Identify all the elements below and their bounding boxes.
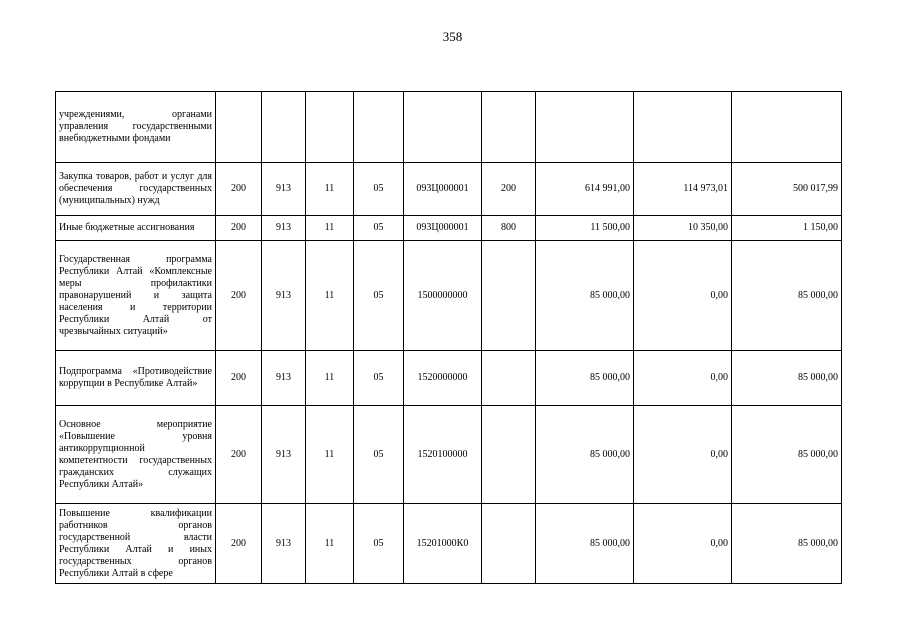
table-body (56, 92, 842, 584)
cell-amount-3: 500 017,99 (732, 163, 842, 216)
cell-target-article: 15201000К0 (404, 504, 482, 584)
cell-code-1: 200 (216, 216, 262, 241)
cell-expense-type (482, 241, 536, 351)
cell-amount-3: 85 000,00 (732, 504, 842, 584)
cell-code-2: 913 (262, 504, 306, 584)
cell-amount-1: 614 991,00 (536, 163, 634, 216)
cell-expense-type (482, 504, 536, 584)
cell-subsection (354, 92, 404, 163)
cell-subsection: 05 (354, 216, 404, 241)
cell-name: учреждениями, органами управления государственными внебюджетными фондами (56, 92, 216, 163)
cell-amount-2: 0,00 (634, 406, 732, 504)
cell-code-1: 200 (216, 241, 262, 351)
cell-code-1: 200 (216, 351, 262, 406)
cell-section: 11 (306, 351, 354, 406)
cell-section: 11 (306, 216, 354, 241)
cell-amount-3 (732, 92, 842, 163)
cell-code-1: 200 (216, 504, 262, 584)
cell-target-article: 1500000000 (404, 241, 482, 351)
cell-amount-1 (536, 92, 634, 163)
cell-amount-2: 0,00 (634, 504, 732, 584)
cell-amount-2: 114 973,01 (634, 163, 732, 216)
cell-name: Основное мероприятие «Повышение уровня антикоррупционной компетентности государственных гражданских служащих Республики Алтай» (56, 406, 216, 504)
cell-code-2: 913 (262, 216, 306, 241)
cell-name: Закупка товаров, работ и услуг для обеспечения государственных (муниципальных) нужд (56, 163, 216, 216)
cell-expense-type (482, 92, 536, 163)
cell-amount-1: 85 000,00 (536, 241, 634, 351)
cell-section (306, 92, 354, 163)
cell-code-1: 200 (216, 163, 262, 216)
cell-amount-3: 85 000,00 (732, 241, 842, 351)
cell-code-2: 913 (262, 406, 306, 504)
cell-section: 11 (306, 241, 354, 351)
cell-subsection: 05 (354, 504, 404, 584)
cell-amount-2 (634, 92, 732, 163)
cell-code-1 (216, 92, 262, 163)
cell-code-2: 913 (262, 241, 306, 351)
cell-subsection: 05 (354, 241, 404, 351)
cell-expense-type (482, 351, 536, 406)
table-row (56, 92, 842, 163)
cell-target-article: 093Ц000001 (404, 216, 482, 241)
table-row (56, 216, 842, 241)
table-row (56, 504, 842, 584)
cell-target-article: 093Ц000001 (404, 163, 482, 216)
cell-subsection: 05 (354, 163, 404, 216)
cell-code-1: 200 (216, 406, 262, 504)
table-row (56, 406, 842, 504)
cell-name: Иные бюджетные ассигнования (56, 216, 216, 241)
cell-expense-type: 200 (482, 163, 536, 216)
cell-amount-3: 85 000,00 (732, 351, 842, 406)
cell-name: Повышение квалификации работников органов государственной власти Республики Алтай и иных государственных органов Республики Алтай в сфере (56, 504, 216, 584)
cell-name: Подпрограмма «Противодействие коррупции в Республике Алтай» (56, 351, 216, 406)
cell-subsection: 05 (354, 351, 404, 406)
cell-amount-1: 11 500,00 (536, 216, 634, 241)
table-row (56, 351, 842, 406)
cell-target-article: 1520100000 (404, 406, 482, 504)
cell-target-article (404, 92, 482, 163)
cell-expense-type (482, 406, 536, 504)
cell-code-2: 913 (262, 163, 306, 216)
table-row (56, 241, 842, 351)
cell-amount-1: 85 000,00 (536, 406, 634, 504)
cell-amount-1: 85 000,00 (536, 504, 634, 584)
cell-target-article: 1520000000 (404, 351, 482, 406)
cell-amount-3: 85 000,00 (732, 406, 842, 504)
cell-code-2 (262, 92, 306, 163)
cell-amount-3: 1 150,00 (732, 216, 842, 241)
cell-amount-2: 0,00 (634, 241, 732, 351)
cell-code-2: 913 (262, 351, 306, 406)
cell-amount-2: 10 350,00 (634, 216, 732, 241)
cell-amount-1: 85 000,00 (536, 351, 634, 406)
cell-section: 11 (306, 504, 354, 584)
cell-expense-type: 800 (482, 216, 536, 241)
page-number: 358 (442, 29, 463, 44)
cell-name: Государственная программа Республики Алтай «Комплексные меры профилактики правонарушений и защита населения и территории Республики Алтай от чрезвычайных ситуаций» (56, 241, 216, 351)
budget-table (55, 91, 842, 584)
cell-amount-2: 0,00 (634, 351, 732, 406)
cell-section: 11 (306, 406, 354, 504)
cell-subsection: 05 (354, 406, 404, 504)
cell-section: 11 (306, 163, 354, 216)
table-row (56, 163, 842, 216)
